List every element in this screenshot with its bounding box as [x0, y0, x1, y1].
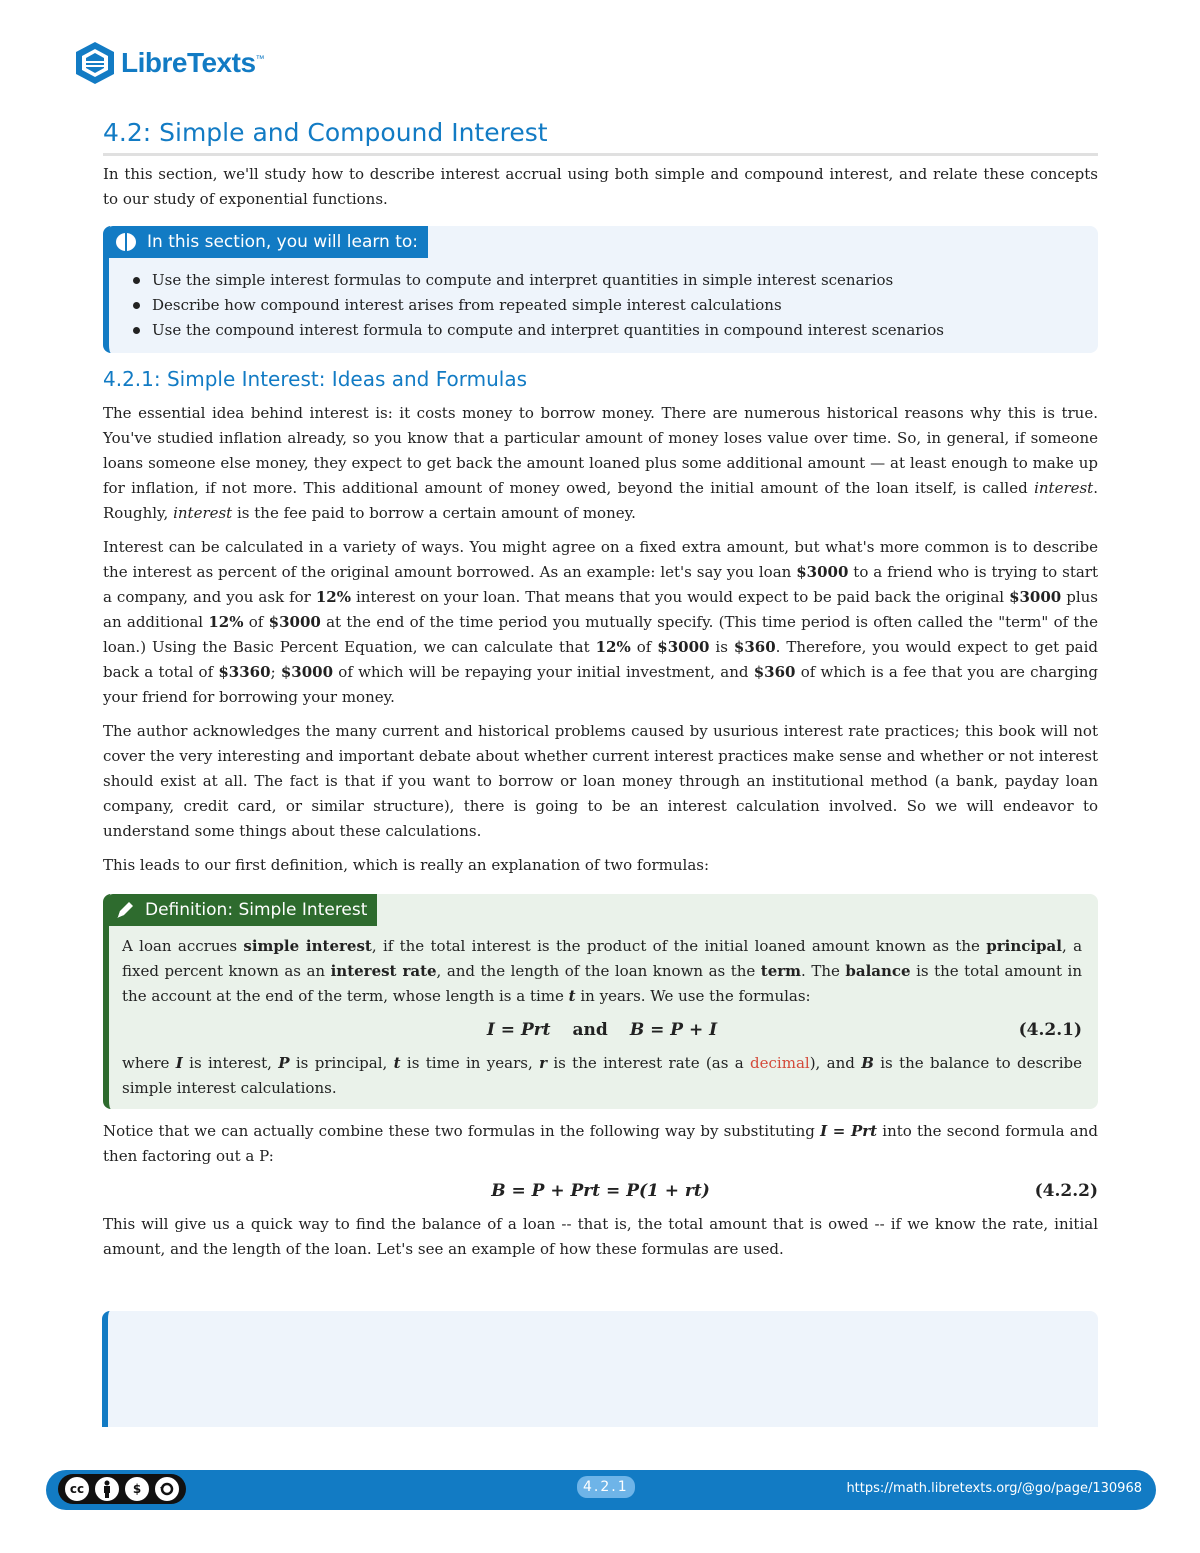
- objectives-header-text: In this section, you will learn to:: [147, 232, 419, 252]
- definition-variables: where I is interest, P is principal, t is time in years, r is the interest rate (as a decimal), and B is the balance to describe simple interest calculations.: [122, 1054, 1082, 1097]
- page-title: 4.2: Simple and Compound Interest: [103, 118, 1098, 156]
- paragraph-combine-formulas: Notice that we can actually combine these two formulas in the following way by substituting I = Prt into the second formula and then factoring out a P:: [103, 1122, 1098, 1165]
- example-box: [102, 1311, 1098, 1427]
- paragraph-author-note: The author acknowledges the many current and historical problems caused by usurious interest rate practices; this book will not cover the very interesting and important debate about whether current interest practices make sense and whether or not interest should exist at all. The fact is that if you want to borrow or loan money through an institutional method (a bank, payday loan company, credit card, or similar structure), there is going to be an interest calculation involved. So we will endeavor to understand some things about these calculations.: [103, 722, 1098, 840]
- equation-number: (4.2.1): [1018, 1020, 1082, 1040]
- libretexts-logo[interactable]: [73, 40, 264, 86]
- libretexts-logo-icon: [73, 40, 117, 86]
- page-url[interactable]: https://math.libretexts.org/@go/page/130968: [846, 1481, 1142, 1496]
- paragraph-interest-idea: The essential idea behind interest is: it costs money to borrow money. There are numerous historical reasons why this is true. You've studied inflation already, so you know that a particular amount of money loses value over time. So, in general, if someone loans someone else money, they expect to get back the amount loaned plus some additional amount — at least enough to make up for inflation, if not more. This additional amount of money owed, beyond the initial amount of the loan itself, is called interest. Roughly, interest is the fee paid to borrow a certain amount of money.: [103, 404, 1098, 522]
- equation-number: (4.2.2): [1034, 1181, 1098, 1201]
- page-footer: [46, 1470, 1156, 1510]
- learning-objectives-box: [103, 226, 1098, 353]
- objectives-list: [109, 268, 1098, 343]
- cc-license-badge[interactable]: [58, 1474, 186, 1504]
- section-heading: 4.2.1: Simple Interest: Ideas and Formulas: [103, 367, 528, 391]
- list-item: Use the compound interest formula to compute and interpret quantities in compound interest scenarios: [152, 318, 1098, 343]
- intro-paragraph: In this section, we'll study how to describe interest accrual using both simple and compound interest, and relate these concepts to our study of exponential functions.: [103, 165, 1098, 208]
- paragraph-interest-example: Interest can be calculated in a variety of ways. You might agree on a fixed extra amount, but what's more common is to describe the interest as percent of the original amount borrowed. As an example: let's say you loan $3000 to a friend who is trying to start a company, and you ask for 12% interest on your loan. That means that you would expect to be paid back the original $3000 plus an additional 12% of $3000 at the end of the time period you mutually specify. (This time period is often called the "term" of the loan.) Using the Basic Percent Equation, we can calculate that 12% of $3000 is $360. Therefore, you would expect to get paid back a total of $3360; $3000 of which will be repaying your initial investment, and $360 of which is a fee that you are charging your friend for borrowing your money.: [103, 538, 1099, 706]
- paragraph-definition-lead: This leads to our first definition, which is really an explanation of two formulas:: [103, 856, 710, 874]
- definition-header-text: Definition: Simple Interest: [145, 900, 368, 920]
- definition-text: A loan accrues simple interest, if the total interest is the product of the initial loaned amount known as the principal, a fixed percent known as an interest rate, and the length of the loan known as the term. The balance is the total amount in the account at the end of the term, whose length is a time t in years. We use the formulas:: [122, 937, 1083, 1005]
- page-number: 4.2.1: [577, 1476, 635, 1498]
- objectives-header: [109, 226, 428, 258]
- page-content: [103, 118, 1098, 1271]
- pencil-icon: [115, 900, 135, 920]
- nc-icon: $: [123, 1475, 151, 1503]
- equation-balance: B = P + Prt = P(1 + rt) (4.2.2): [103, 1178, 1098, 1204]
- list-item: Use the simple interest formulas to compute and interpret quantities in simple interest scenarios: [152, 268, 1098, 293]
- definition-header: [109, 894, 377, 926]
- decimal-link[interactable]: decimal: [750, 1054, 810, 1072]
- definition-box: [103, 894, 1098, 1109]
- brain-icon: [115, 232, 137, 252]
- equation-simple-interest: I = Prt and B = P + I (4.2.1): [122, 1017, 1082, 1043]
- logo-text: LibreTexts™: [121, 47, 265, 78]
- by-icon: [93, 1475, 121, 1503]
- paragraph-balance-intro: This will give us a quick way to find the balance of a loan -- that is, the total amount that is owed -- if we know the rate, initial amount, and the length of the loan. Let's see an example of how these formulas are used.: [103, 1215, 1098, 1258]
- list-item: Describe how compound interest arises from repeated simple interest calculations: [152, 293, 1098, 318]
- cc-icon: cc: [63, 1475, 91, 1503]
- sa-icon: [153, 1475, 181, 1503]
